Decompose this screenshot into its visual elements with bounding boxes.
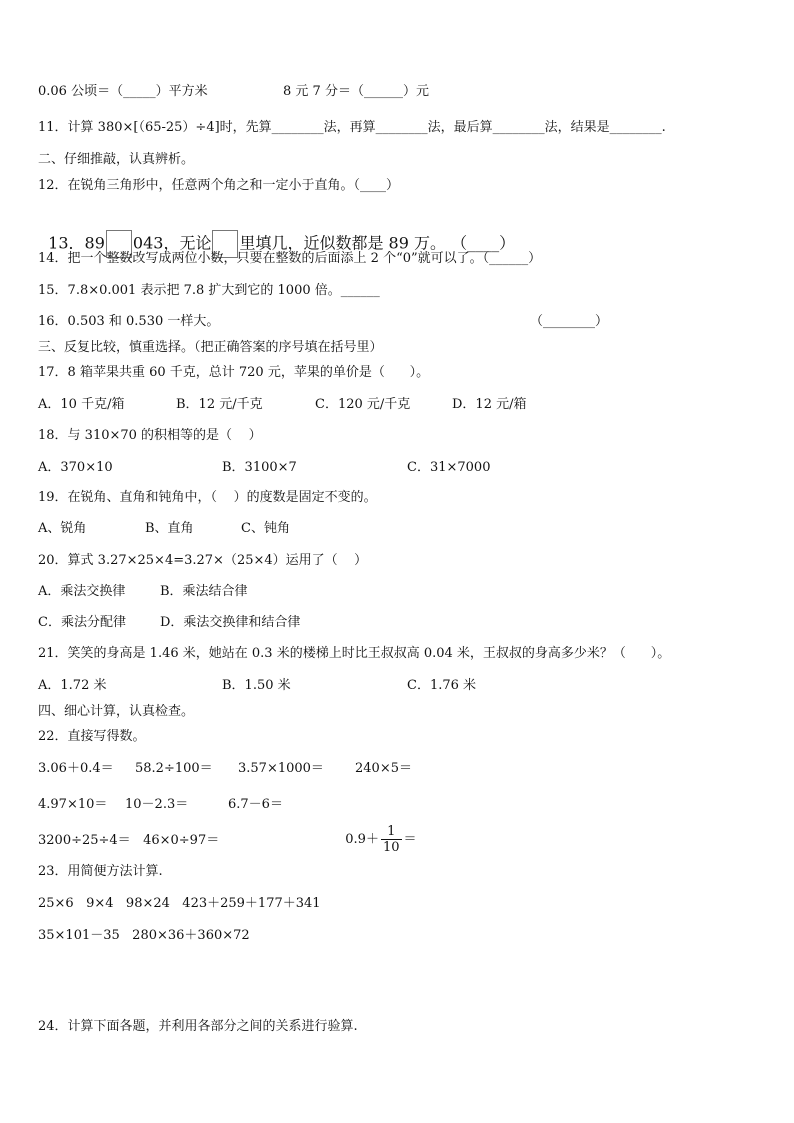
question-16: 16．0.503 和 0.530 一样大。 xyxy=(38,314,220,329)
q18-option-c: C．31×7000 xyxy=(407,460,491,475)
calc-row1-d: 240×5＝ xyxy=(355,761,412,776)
q21-option-c: C．1.76 米 xyxy=(407,678,477,693)
q17-option-c: C．120 元/千克 xyxy=(315,397,411,412)
q10-hectare-conversion: 0.06 公顷＝（_____）平方米 xyxy=(38,84,208,99)
calc-row2-d xyxy=(337,786,417,858)
question-19: 19．在锐角、直角和钝角中，（ ）的度数是固定不变的。 xyxy=(38,490,377,505)
calc-row3: 3200÷25÷4＝ 46×0÷97＝ xyxy=(38,833,220,848)
q19-option-a: A、锐角 xyxy=(38,521,87,536)
q21-option-a: A．1.72 米 xyxy=(38,678,107,693)
q20-option-d: D．乘法交换律和结合律 xyxy=(160,615,301,630)
section-4-heading: 四、细心计算，认真检查。 xyxy=(38,704,195,719)
question-13-part-a: 13．89 xyxy=(48,233,105,253)
q19-option-c: C、钝角 xyxy=(241,521,290,536)
fraction-denominator: 10 xyxy=(382,840,400,855)
question-11: 11．计算 380×[（65-25）÷4]时，先算________法，再算________法，最后算________法，结果是________. xyxy=(38,120,666,135)
question-21: 21．笑笑的身高是 1.46 米，她站在 0.3 米的楼梯上时比王叔叔高 0.04 米，王叔叔的身高多少米？（ ）。 xyxy=(38,646,671,661)
q20-option-a: A．乘法交换律 xyxy=(38,584,126,599)
q20-option-b: B．乘法结合律 xyxy=(160,584,248,599)
question-24: 24．计算下面各题，并利用各部分之间的关系进行验算. xyxy=(38,1019,358,1034)
fraction xyxy=(381,824,402,855)
q17-option-a: A．10 千克/箱 xyxy=(38,397,125,412)
simplify-row1: 25×6 9×4 98×24 423＋259＋177＋341 xyxy=(38,896,321,911)
calc-row2-c: 6.7－6＝ xyxy=(228,797,283,812)
q10-yuan-conversion: 8 元 7 分＝（______）元 xyxy=(283,84,429,99)
q18-option-b: B．3100×7 xyxy=(222,460,297,475)
calc-row1-a: 3.06＋0.4＝ xyxy=(38,761,114,776)
question-17: 17．8 箱苹果共重 60 千克，总计 720 元，苹果的单价是（ ）。 xyxy=(38,365,430,380)
calc-row1-b: 58.2÷100＝ xyxy=(135,761,213,776)
section-3-heading: 三、反复比较，慎重选择。（把正确答案的序号填在括号里） xyxy=(38,340,383,355)
question-18: 18．与 310×70 的积相等的是（ ） xyxy=(38,428,262,443)
calc-row2-d-prefix: 0.9＋ xyxy=(345,832,379,847)
question-12: 12．在锐角三角形中，任意两个角之和一定小于直角。（____） xyxy=(38,178,400,193)
question-13-part-b: 043，无论 xyxy=(132,233,212,253)
question-23: 23．用简便方法计算. xyxy=(38,864,163,879)
calc-row2-a: 4.97×10＝ xyxy=(38,797,108,812)
q19-option-b: B、直角 xyxy=(145,521,194,536)
q20-option-c: C．乘法分配律 xyxy=(38,615,126,630)
question-16-answer-paren: （________） xyxy=(530,314,609,329)
q17-option-b: B．12 元/千克 xyxy=(176,397,263,412)
calc-row1-c: 3.57×1000＝ xyxy=(238,761,324,776)
question-14: 14．把一个整数改写成两位小数，只要在整数的后面添上 2 个“0”就可以了。（______） xyxy=(38,251,542,266)
q17-option-d: D．12 元/箱 xyxy=(452,397,527,412)
calc-row2-d-suffix: ＝ xyxy=(403,832,417,847)
q18-option-a: A．370×10 xyxy=(38,460,113,475)
fraction-numerator: 1 xyxy=(381,824,402,840)
q21-option-b: B．1.50 米 xyxy=(222,678,291,693)
simplify-row2: 35×101－35 280×36＋360×72 xyxy=(38,928,250,943)
question-13-part-c: 里填几，近似数都是 89 万。 （____） xyxy=(239,233,516,253)
question-15: 15．7.8×0.001 表示把 7.8 扩大到它的 1000 倍。______ xyxy=(38,283,380,298)
question-20: 20．算式 3.27×25×4=3.27×（25×4）运用了（ ） xyxy=(38,553,368,568)
question-22: 22．直接写得数。 xyxy=(38,729,146,744)
calc-row2-b: 10－2.3＝ xyxy=(125,797,189,812)
section-2-heading: 二、仔细推敲，认真辨析。 xyxy=(38,152,195,167)
